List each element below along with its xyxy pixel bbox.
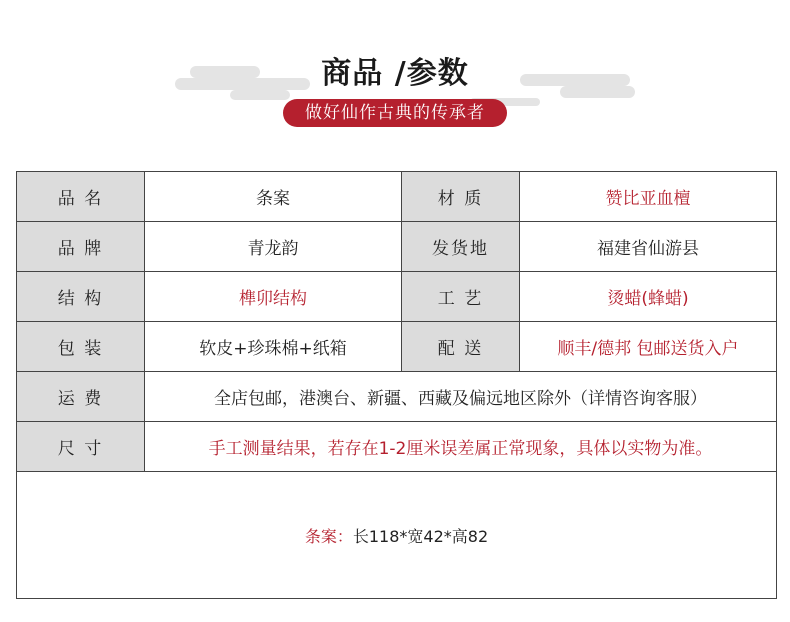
- brand-value: 青龙韵: [145, 222, 402, 271]
- page-title: 商品 /参数: [321, 56, 469, 91]
- brand-label: 品 牌: [17, 222, 145, 271]
- packaging-label: 包 装: [17, 322, 145, 371]
- table-row: [17, 222, 776, 272]
- table-row: [17, 372, 776, 422]
- table-row: [17, 272, 776, 322]
- name-label: 品 名: [17, 172, 145, 221]
- table-row: [17, 322, 776, 372]
- origin-value: 福建省仙游县: [597, 239, 699, 259]
- material-value: 赞比亚血檀: [605, 189, 691, 209]
- table-row: [17, 422, 776, 472]
- size-value: 手工测量结果，若存在1-2厘米误差属正常现象，具体以实物为准。: [208, 439, 713, 459]
- shipping-label: 运 费: [17, 372, 145, 421]
- dimensions-prefix: 条案：: [304, 527, 353, 546]
- size-label: 尺 寸: [17, 422, 145, 471]
- subtitle-badge: 做好仙作古典的传承者: [283, 99, 507, 127]
- craft-value: 烫蜡(蜂蜡): [607, 289, 689, 309]
- origin-label: 发货地: [402, 222, 520, 271]
- material-label: 材 质: [402, 172, 520, 221]
- shipping-value: 全店包邮，港澳台、新疆、西藏及偏远地区除外（详情咨询客服）: [214, 389, 707, 409]
- table-row: [17, 172, 776, 222]
- craft-label: 工 艺: [402, 272, 520, 321]
- name-value: 条案: [145, 172, 402, 221]
- delivery-value: 顺丰/德邦 包邮送货入户: [557, 339, 739, 359]
- structure-value: 榫卯结构: [145, 272, 402, 321]
- dimensions-note: [17, 524, 776, 547]
- delivery-label: 配 送: [402, 322, 520, 371]
- packaging-value: 软皮+珍珠棉+纸箱: [145, 322, 402, 371]
- dimensions-value: 长118*宽42*高82: [352, 527, 489, 546]
- spec-table: [16, 171, 777, 599]
- structure-label: 结 构: [17, 272, 145, 321]
